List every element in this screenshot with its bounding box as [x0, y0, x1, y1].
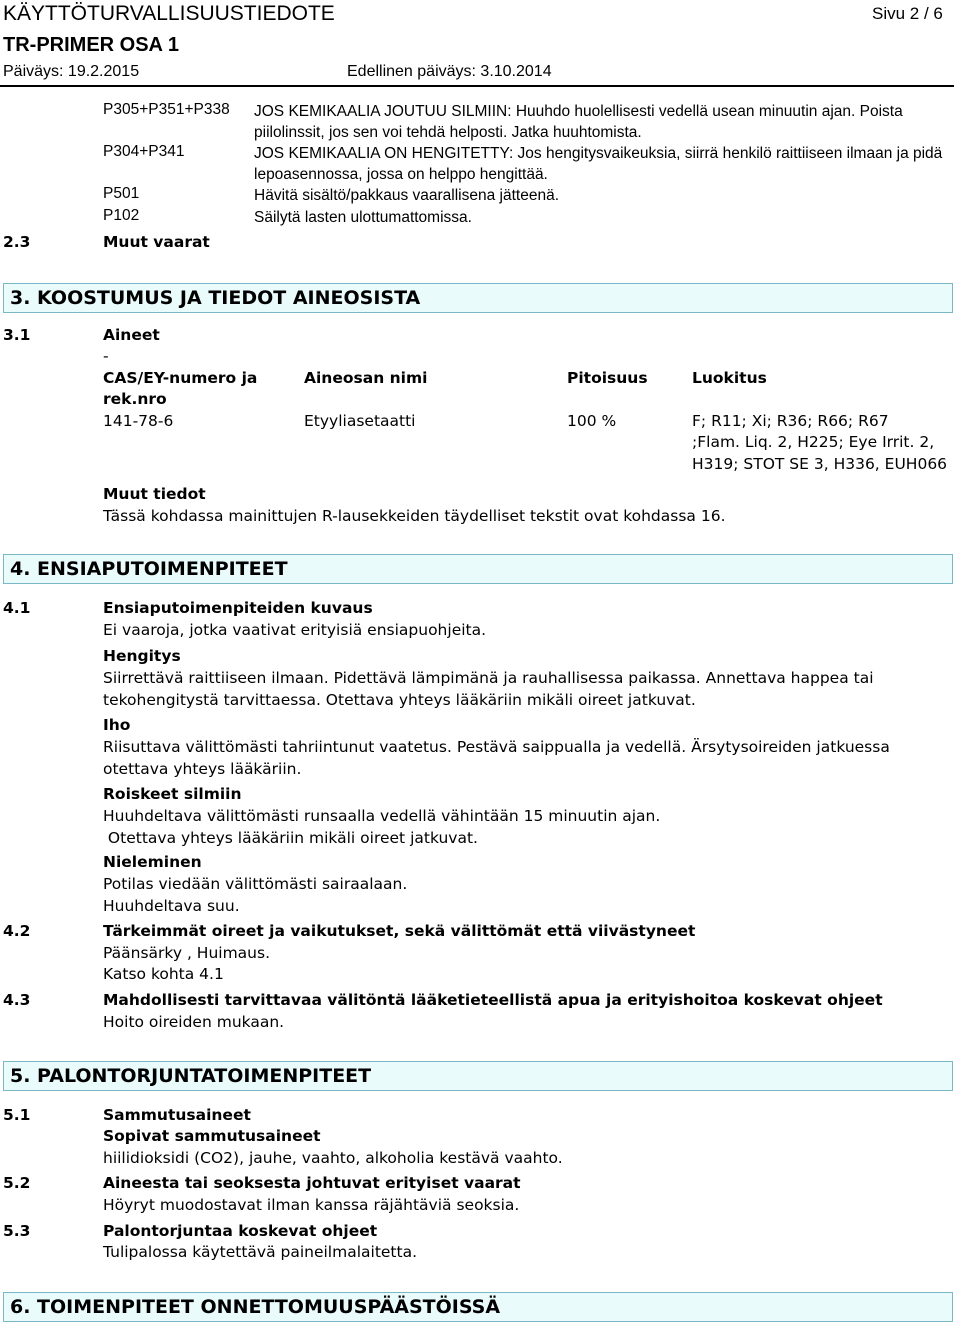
- paragraph: Katso kohta 4.1: [103, 965, 224, 983]
- paragraph: Päänsärky , Huimaus.: [103, 944, 271, 962]
- paragraph: Tulipalossa käytettävä paineilmalaitetta.: [103, 1243, 418, 1261]
- section-header-6: [3, 1292, 953, 1322]
- precaution-text: Hävitä sisältö/pakkaus vaarallisena jätteenä.: [254, 187, 560, 204]
- precaution-text: JOS KEMIKAALIA ON HENGITETTY: Jos hengitysvaikeuksia, siirrä henkilö raittiiseen ilmaan ja pidä lepoasennossa, jossa on helppo hengittää.: [254, 145, 943, 183]
- subsection-title: Sammutusaineet: [103, 1106, 251, 1124]
- paragraph: Siirrettävä raittiiseen ilmaan. Pidettävä lämpimänä ja rauhallisessa paikassa. Annettava happea tai tekohengitystä tarvittaessa. Otettava yhteys lääkäriin mikäli oireet jatkuvat.: [103, 669, 874, 709]
- cell-name: Etyyliasetaatti: [304, 412, 416, 430]
- column-header-concentration: Pitoisuus: [567, 369, 648, 387]
- subsection-number: 5.1: [3, 1106, 31, 1124]
- subsection-title: Tärkeimmät oireet ja vaikutukset, sekä välittömät että viivästyneet: [103, 922, 696, 940]
- precaution-text: JOS KEMIKAALIA JOUTUU SILMIIN: Huuhdo huolellisesti vedellä usean minuutin ajan. Poista piilolinssit, jos sen voi tehdä helposti. Jatka huuhtomista.: [254, 103, 903, 141]
- cell-cas: 141-78-6: [103, 412, 174, 430]
- section-header-3: [3, 283, 953, 313]
- cell-classification: F; R11; Xi; R36; R66; R67: [692, 412, 889, 430]
- subsection-number: 4.1: [3, 599, 31, 617]
- column-header-cas-cont: rek.nro: [103, 390, 167, 408]
- subsection-title: Iho: [103, 716, 131, 734]
- subsection-title: Hengitys: [103, 647, 181, 665]
- subsection-number: 5.3: [3, 1222, 31, 1240]
- paragraph: Höyryt muodostavat ilman kanssa räjähtäviä seoksia.: [103, 1196, 520, 1214]
- cell-classification: H319; STOT SE 3, H336, EUH066: [692, 455, 948, 473]
- subsection-title: Aineesta tai seoksesta johtuvat erityiset vaarat: [103, 1174, 521, 1192]
- section-title: 5. PALONTORJUNTATOIMENPITEET: [10, 1065, 372, 1087]
- subsection-title: Muut vaarat: [103, 233, 210, 251]
- paragraph: Riisuttava välittömästi tahriintunut vaatetus. Pestävä saippualla ja vedellä. Ärsytysoireiden jatkuessa otettava yhteys lääkäriin.: [103, 738, 890, 778]
- subsection-number: 3.1: [3, 326, 31, 344]
- cell-classification: ;Flam. Liq. 2, H225; Eye Irrit. 2,: [692, 433, 935, 451]
- precaution-text: Säilytä lasten ulottumattomissa.: [254, 209, 472, 226]
- subsection-title: Roiskeet silmiin: [103, 785, 242, 803]
- document-date: Päiväys: 19.2.2015: [3, 63, 140, 80]
- precaution-code: P304+P341: [103, 143, 185, 160]
- header-divider: [0, 85, 954, 87]
- precaution-code: P102: [103, 207, 140, 224]
- column-header-name: Aineosan nimi: [304, 369, 428, 387]
- subsection-title: Sopivat sammutusaineet: [103, 1127, 321, 1145]
- product-name: TR-PRIMER OSA 1: [3, 34, 179, 56]
- dash-marker: -: [103, 347, 109, 365]
- subsection-title: Nieleminen: [103, 853, 202, 871]
- cell-concentration: 100 %: [567, 412, 617, 430]
- paragraph: Potilas viedään välittömästi sairaalaan.: [103, 875, 408, 893]
- section-title: 4. ENSIAPUTOIMENPITEET: [10, 558, 288, 580]
- subsection-number: 5.2: [3, 1174, 31, 1192]
- precaution-code: P305+P351+P338: [103, 101, 230, 118]
- subsection-number: 2.3: [3, 233, 31, 251]
- precaution-code: P501: [103, 185, 140, 202]
- paragraph: Huuhdeltava suu.: [103, 897, 240, 915]
- page-number: Sivu 2 / 6: [872, 4, 943, 23]
- column-header-classification: Luokitus: [692, 369, 767, 387]
- subsection-title: Ensiaputoimenpiteiden kuvaus: [103, 599, 373, 617]
- subsection-title: Aineet: [103, 326, 160, 344]
- section-header-5: [3, 1061, 953, 1091]
- paragraph: Huuhdeltava välittömästi runsaalla vedellä vähintään 15 minuutin ajan.: [103, 807, 661, 825]
- subsection-number: 4.3: [3, 991, 31, 1009]
- paragraph: Hoito oireiden mukaan.: [103, 1013, 285, 1031]
- column-header-cas: CAS/EY-numero ja: [103, 369, 258, 387]
- section-header-4: [3, 554, 953, 584]
- subsection-title: Palontorjuntaa koskevat ohjeet: [103, 1222, 378, 1240]
- section-title: 6. TOIMENPITEET ONNETTOMUUSPÄÄSTÖISSÄ: [10, 1296, 501, 1318]
- subsection-title: Muut tiedot: [103, 485, 206, 503]
- subsection-title: Mahdollisesti tarvittavaa välitöntä lääketieteellistä apua ja erityishoitoa koskevat ohjeet: [103, 991, 883, 1009]
- section-title: 3. KOOSTUMUS JA TIEDOT AINEOSISTA: [10, 287, 421, 309]
- paragraph: Ei vaaroja, jotka vaativat erityisiä ensiapuohjeita.: [103, 621, 487, 639]
- document-type-title: KÄYTTÖTURVALLISUUSTIEDOTE: [3, 2, 335, 25]
- paragraph: hiilidioksidi (CO2), jauhe, vaahto, alkoholia kestävä vaahto.: [103, 1149, 563, 1167]
- paragraph: Tässä kohdassa mainittujen R-lausekkeiden täydelliset tekstit ovat kohdassa 16.: [103, 507, 726, 525]
- paragraph: Otettava yhteys lääkäriin mikäli oireet jatkuvat.: [103, 829, 478, 847]
- subsection-number: 4.2: [3, 922, 31, 940]
- previous-date: Edellinen päiväys: 3.10.2014: [347, 63, 552, 80]
